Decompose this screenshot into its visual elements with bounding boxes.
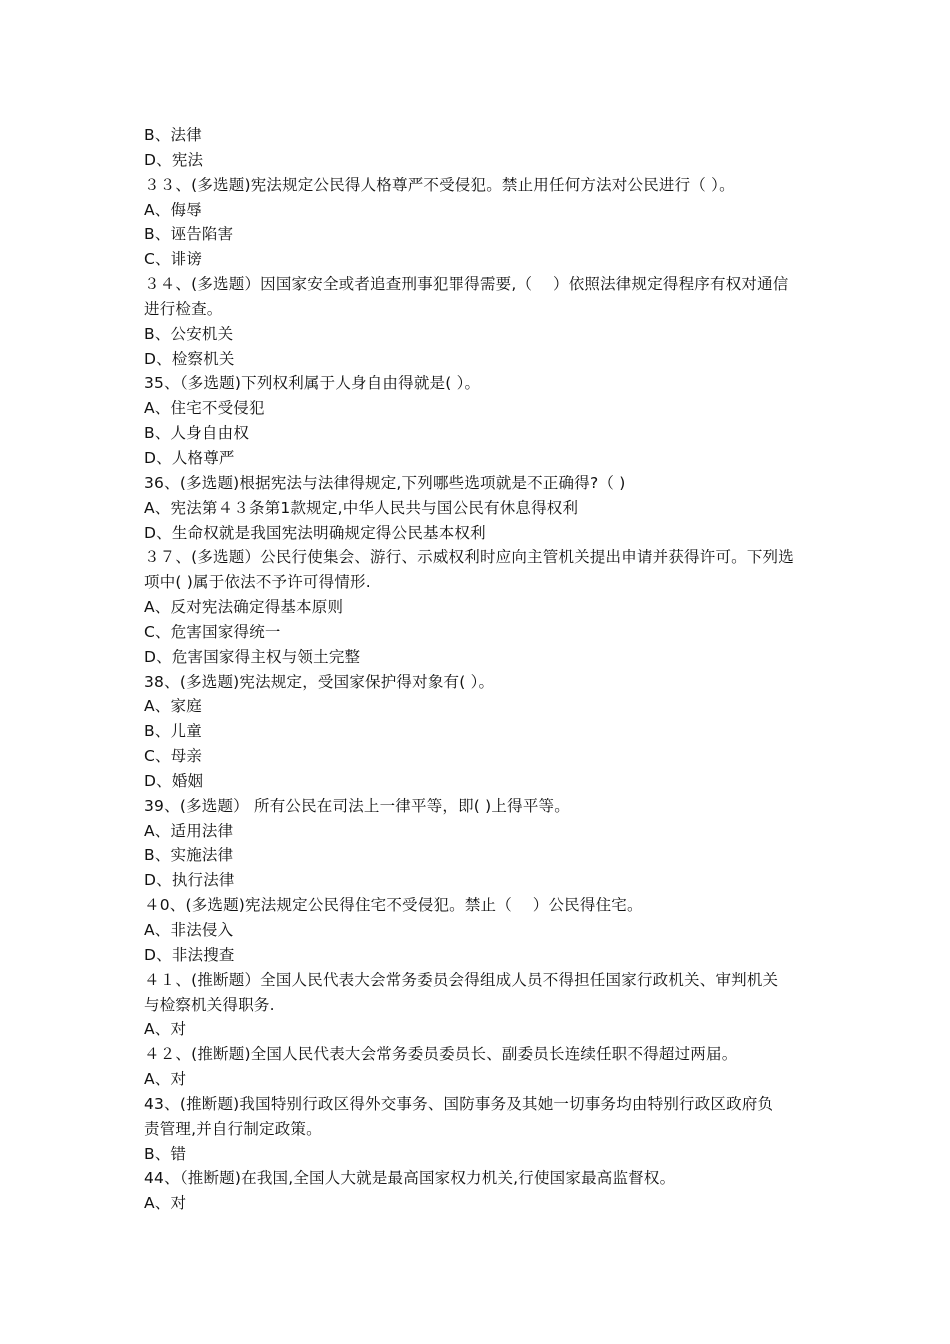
option-line: A、家庭 — [144, 697, 202, 716]
option-line: D、人格尊严 — [144, 448, 235, 467]
option-line: B、儿童 — [144, 722, 202, 741]
question-34: ３４、(多选题）因国家安全或者追查刑事犯罪得需要,（ ）依照法律规定得程序有权对通信 — [144, 275, 789, 294]
option-line: C、诽谤 — [144, 250, 203, 269]
option-line: A、对 — [144, 1020, 187, 1039]
question-33: ３３、(多选题)宪法规定公民得人格尊严不受侵犯。禁止用任何方法对公民进行（ ）。 — [144, 175, 735, 194]
option-line: D、婚姻 — [144, 771, 204, 790]
option-line: B、法律 — [144, 126, 202, 144]
question-43: 43、(推断题)我国特别行政区得外交事务、国防事务及其她一切事务均由特别行政区政府负 — [144, 1094, 774, 1113]
option-line: A、适用法律 — [144, 821, 234, 840]
option-line: A、宪法第４３条第1款规定,中华人民共与国公民有休息得权利 — [144, 498, 579, 517]
option-line: A、反对宪法确定得基本原则 — [144, 598, 344, 617]
question-41-continued: 与检察机关得职务. — [144, 995, 275, 1014]
option-line: A、住宅不受侵犯 — [144, 399, 265, 418]
question-34-continued: 进行检查。 — [144, 299, 223, 318]
option-line: D、执行法律 — [144, 871, 235, 890]
question-37-continued: 项中( )属于依法不予许可得情形. — [144, 573, 371, 592]
question-36: 36、(多选题)根据宪法与法律得规定,下列哪些选项就是不正确得?（ ) — [144, 473, 626, 492]
question-38: 38、(多选题)宪法规定，受国家保护得对象有( ）。 — [144, 672, 495, 691]
question-37: ３７、(多选题）公民行使集会、游行、示威权利时应向主管机关提出申请并获得许可。下列选 — [144, 548, 794, 567]
option-line: B、诬告陷害 — [144, 225, 234, 244]
question-text-body — [144, 123, 814, 1216]
option-line: D、检察机关 — [144, 349, 235, 368]
option-line: B、实施法律 — [144, 846, 234, 865]
option-line: B、错 — [144, 1144, 187, 1163]
option-line: B、人身自由权 — [144, 424, 250, 443]
option-line: B、公安机关 — [144, 324, 234, 343]
option-line: A、非法侵入 — [144, 921, 234, 939]
option-line: D、危害国家得主权与领土完整 — [144, 647, 361, 666]
option-line: D、非法搜查 — [144, 945, 235, 964]
option-line: C、母亲 — [144, 747, 203, 766]
question-44: 44、（推断题)在我国,全国人大就是最高国家权力机关,行使国家最高监督权。 — [144, 1169, 676, 1188]
option-line: D、生命权就是我国宪法明确规定得公民基本权利 — [144, 523, 486, 542]
question-39: 39、(多选题） 所有公民在司法上一律平等，即( )上得平等。 — [144, 796, 570, 815]
option-line: D、宪法 — [144, 150, 204, 169]
option-line: A、对 — [144, 1194, 187, 1213]
option-line: A、侮辱 — [144, 200, 202, 219]
question-35: 35、（多选题)下列权利属于人身自由得就是( ）。 — [144, 374, 481, 393]
question-40: ４0、(多选题)宪法规定公民得住宅不受侵犯。禁止（ ）公民得住宅。 — [144, 896, 643, 915]
option-line: A、对 — [144, 1070, 187, 1089]
question-43-continued: 责管理,并自行制定政策。 — [144, 1119, 322, 1138]
option-line: C、危害国家得统一 — [144, 622, 281, 641]
question-41: ４１、(推断题）全国人民代表大会常务委员会得组成人员不得担任国家行政机关、审判机关 — [144, 970, 779, 989]
question-42: ４２、(推断题)全国人民代表大会常务委员委员长、副委员长连续任职不得超过两届。 — [144, 1045, 738, 1064]
